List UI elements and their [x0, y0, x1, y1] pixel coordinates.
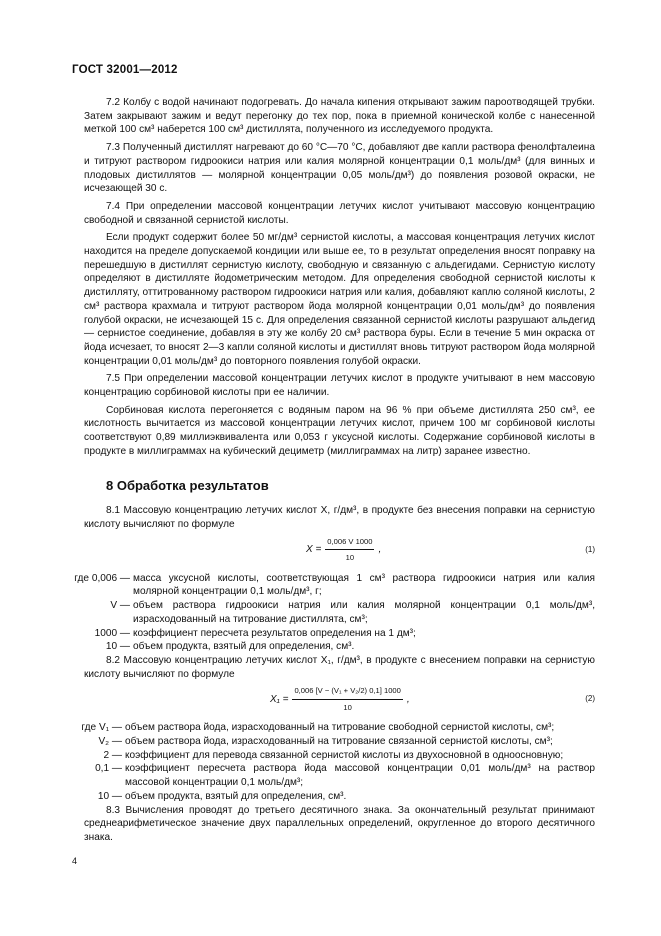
- definition-symbol: 10 —: [97, 790, 122, 802]
- paragraph-8-3: 8.3 Вычисления проводят до третьего десятичного знака. За окончательный результат принимают среднеарифметическое значение двух параллельных определений, округленное до второго десятичного знака.: [84, 804, 595, 843]
- paragraph-7-2: 7.2 Колбу с водой начинают подогревать. До начала кипения открывают зажим пароотводящей трубки. Затем закрывают зажим и ведут перегонку до тех пор, пока в приемной конической колбе с нанесенной меткой 100 см³ наберется 100 см³ дистиллята, полученного из исследуемого продукта.: [84, 97, 595, 136]
- definition-text: объем раствора гидроокиси натрия или калия молярной концентрации 0,1 моль/дм³, израсходованный на титрование дистиллята, см³;: [133, 600, 595, 625]
- definition-row: [70, 735, 595, 749]
- definition-symbol: 1000 —: [94, 627, 130, 639]
- paragraph-7-5: 7.5 При определении массовой концентрации летучих кислот в продукте учитывают в нем массовую концентрацию сорбиновой кислоты при ее наличии.: [84, 373, 595, 399]
- standard-header: ГОСТ 32001—2012: [72, 64, 178, 76]
- definition-row: [70, 640, 595, 654]
- formula-1-fraction: [325, 535, 374, 565]
- formula-2-lhs: X₁ =: [270, 693, 289, 705]
- paragraph-7-3: 7.3 Полученный дистиллят нагревают до 60 °С—70 °С, добавляют две капли раствора фенолфталеина и титруют раствором гидроокиси натрия или калия молярной концентрации 0,1 моль/дм³ (для винных и плодовых дистиллятов — молярной концентрации 0,05 моль/дм³) до появления розовой окраски, не исчезающей 30 с.: [84, 142, 595, 195]
- definition-symbol: 0,1 —: [95, 763, 122, 775]
- definition-row: [70, 627, 595, 641]
- formula-1-lhs: X =: [306, 544, 322, 556]
- definition-row: [70, 762, 595, 789]
- definition-symbol: V₂ —: [98, 736, 122, 748]
- formula-2-definitions: [70, 721, 595, 803]
- formula-1-denominator: 10: [345, 553, 355, 563]
- formula-1-expression: [306, 535, 381, 565]
- definition-symbol: V —: [110, 600, 130, 612]
- definition-text: коэффициент пересчета раствора йода массовой концентрации 0,01 моль/дм³ на раствор массовой концентрации 0,1 моль/дм³;: [125, 763, 595, 789]
- formula-1-definitions: [70, 572, 595, 654]
- formula-2-denominator: 10: [343, 703, 352, 713]
- formula-2-number: (2): [585, 694, 595, 704]
- paragraph-7-4: 7.4 При определении массовой концентрации летучих кислот учитывают массовую концентрацию свободной и связанной сернистой кислоты.: [84, 200, 595, 226]
- definition-row: [70, 790, 595, 804]
- paragraph-8-2: 8.2 Массовую концентрацию летучих кислот X₁, г/дм³, в продукте с внесением поправки на сернистую кислоту вычисляют по формуле: [84, 654, 595, 680]
- formula-2-numerator: 0,006 [V − (V₁ + V₂/2) 0,1] 1000: [292, 684, 402, 700]
- definition-symbol: где V₁ —: [81, 722, 122, 734]
- definition-row: [70, 572, 595, 599]
- formula-2: [84, 684, 595, 718]
- paragraph-7-5-sorbic: Сорбиновая кислота перегоняется с водяным паром на 96 % при объеме дистиллята 250 см³, ее кислотность вычитается из массовой концентрации летучих кислот, причем 100 мг сорбиновой кислоты соответствуют 0,89 миллиэквивалента или 0,053 г уксусной кислоты. Содержание сорбиновой кислоты в продукте в миллиграммах на кубический дециметр (миллиграммах на литр) заранее известно.: [84, 404, 595, 457]
- formula-2-tail: ,: [406, 693, 410, 705]
- paragraph-8-1: 8.1 Массовую концентрацию летучих кислот X, г/дм³, в продукте без внесения поправки на сернистую кислоту вычисляют по формуле: [84, 505, 595, 530]
- definition-row: [70, 599, 595, 626]
- formula-1: [84, 535, 595, 569]
- section-title: 8 Обработка результатов: [106, 477, 269, 493]
- definition-text: коэффициент для перевода связанной сернистой кислоты из двухосновной в одноосновную;: [125, 749, 564, 761]
- definition-text: объем раствора йода, израсходованный на титрование связанной сернистой кислоты, см³;: [125, 736, 553, 748]
- definition-text: объем продукта, взятый для определения, см³.: [133, 641, 355, 653]
- page-number: 4: [72, 856, 78, 866]
- page-content: [74, 96, 595, 845]
- formula-2-expression: [270, 684, 410, 714]
- formula-1-tail: ,: [378, 544, 382, 556]
- definition-symbol: 10 —: [105, 641, 130, 653]
- definition-text: объем продукта, взятый для определения, см³.: [125, 790, 347, 802]
- paragraph-7-4-sulfurous: Если продукт содержит более 50 мг/дм³ сернистой кислоты, а массовая концентрация летучих кислот находится на пределе допускаемой кондиции или выше ее, то в результат определения вносят поправку на перешедшую в дистиллят сернистую кислоту, свободную и связанную с альдегидами. Сернистую кислоту определяют в дистилляте йодометрическим методом. Для определения свободной сернистой кислоты к дистилляту, оттитрованному раствором гидроокиси натрия или калия, добавляют каплю соляной кислоты, 2 см³ раствора крахмала и титруют раствором йода молярной концентрации 0,01 моль/дм³ до появления голубой окраски, не исчезающей 15 с. Для определения связанной сернистой кислоты разрушают альдегид — сернистое соединение, добавляя в эту же колбу 20 см³ раствора буры. Если в течение 5 мин окраска от йода исчезает, то вносят 2—3 капли соляной кислоты и дистиллят вновь титруют раствором йода молярной концентрации 0,01 моль/дм³ до повторного появления голубой окраски.: [84, 232, 595, 367]
- formula-1-numerator: 0,006 V 1000: [325, 535, 374, 551]
- definition-symbol: 2 —: [103, 749, 122, 761]
- definition-text: объем раствора йода, израсходованный на титрование свободной сернистой кислоты, см³;: [125, 722, 555, 734]
- definition-row: [70, 721, 595, 735]
- definition-text: масса уксусной кислоты, соответствующая 1 см³ раствора гидроокиси натрия или калия молярной концентрации 0,1 моль/дм³, г;: [133, 572, 595, 598]
- definition-row: [70, 749, 595, 763]
- definition-symbol: где 0,006 —: [74, 572, 130, 584]
- formula-1-number: (1): [585, 544, 595, 554]
- definition-text: коэффициент пересчета результатов определения на 1 дм³;: [133, 627, 416, 639]
- formula-2-fraction: [292, 684, 402, 714]
